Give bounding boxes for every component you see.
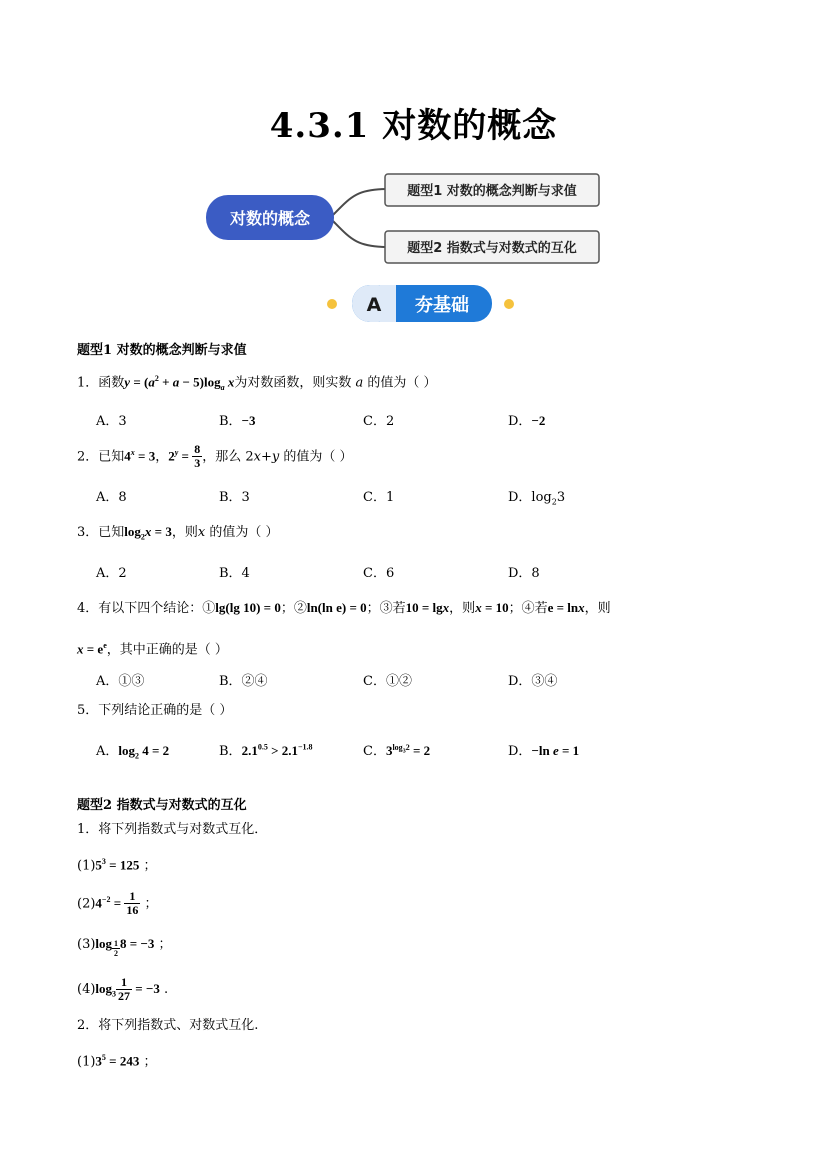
question-1-5: 5．下列结论正确的是（ ） [77,703,233,718]
q1-1-text: 为对数函数，则实数 [234,375,352,391]
q1-4-option-d: D．③④ [508,674,558,689]
q1-4-option-a: A．①③ [96,674,145,689]
section-1-heading: 题型1 对数的概念判断与求值 [77,343,247,358]
q1-1-option-a: A．3 [96,414,127,429]
banner-dot-left [327,299,337,309]
q1-1-option-c: C．2 [363,414,395,429]
question-1-3: 3．已知$\log_2x = 3$，则x 的值为（ ） [77,524,279,542]
q1-3-option-a: A．2 [96,566,127,581]
q1-1-end: 的值为（ ） [367,375,437,391]
q1-5-option-b: B．$2.1^{0.5} > 2.1^{-1.8}$ [219,742,313,759]
q1-5-option-d: D．−ln e = 1 [508,743,580,759]
q2-1-item-3: (3)log $\frac{1}{2}$ 8 = −3 ； [77,936,172,958]
q1-3-option-d: D．8 [508,566,540,581]
q2-1-item-2: $(2)4^{-2}$ = $\frac{1}{16}$ ； [77,889,158,918]
question-1-4: 4．有以下四个结论：①lg(lg 10) = 0；②ln(ln e) = 0；③若10 = lgx，则x = 10；④若e = lnx，则 [77,600,611,616]
q2-2-item-1: $(1)3^5 = 243$ ； [77,1053,157,1070]
q1-1-option-b: B．−3 [219,413,256,429]
q2-1-item-1: $(1)5^3 = 125$ ； [77,857,157,874]
q1-2-option-b: B．3 [219,490,250,505]
q1-2-option-c: C．1 [363,490,395,505]
mind-map-center-label: 对数的概念 [229,209,311,228]
title-text: 对数的概念 [382,106,558,146]
mind-map-branch-1-label: 题型1 对数的概念判断与求值 [407,184,577,199]
question-1-2: 2．已知$4^x = 3$，$2^y$ = $\frac{8}{3}$ ，那么 2x+y 的值为（ ） [77,442,353,471]
mind-map-branch-2-label: 题型2 指数式与对数式的互化 [407,241,577,256]
q1-5-option-c: C．$3^{log_32} = 2$ [363,742,431,759]
q1-3-option-c: C．6 [363,566,395,581]
page-title [0,98,827,147]
q2-1-item-4: $(4)\log_3$ $\frac{1}{27}$ = −3 . [77,975,169,1003]
q1-1-prefix: 1．函数 [77,375,125,391]
q1-2-text: ，那么 2 [202,449,254,465]
question-1-4-line-2: $x = e^e$，其中正确的是（ ） [77,641,228,658]
q1-4-option-b: B．②④ [219,674,268,689]
question-2-2: 2．将下列指数式、对数式互化. [77,1018,259,1033]
q1-1-var: a [355,375,364,391]
title-number: 4.3.1 [269,106,370,146]
q1-3-option-b: B．4 [219,566,250,581]
q1-5-option-a: A．$\log_2 4 = 2$ [96,743,170,761]
q1-2-option-d: D．$\log_23$ [508,490,566,507]
q1-3-text: ，则 [171,525,198,540]
question-2-1: 1．将下列指数式与对数式互化． [77,822,268,837]
q1-1-option-d: D．−2 [508,413,546,429]
section-banner [270,282,560,326]
banner-dot-right [504,299,514,309]
question-1-1: 1．函数$y = (a^2 + a - 5)\log_a$ x为对数函数，则实数 a 的值为（ ） [77,374,437,392]
mind-map [200,168,610,274]
q1-3-prefix: 3．已知 [77,525,125,540]
q1-4-option-c: C．①② [363,674,412,689]
q1-2-prefix: 2．已知 [77,449,125,465]
section-2-heading: 题型2 指数式与对数式的互化 [77,798,247,813]
banner-letter: A [366,294,382,316]
q1-2-option-a: A．8 [96,490,127,505]
banner-label: 夯基础 [415,295,469,316]
